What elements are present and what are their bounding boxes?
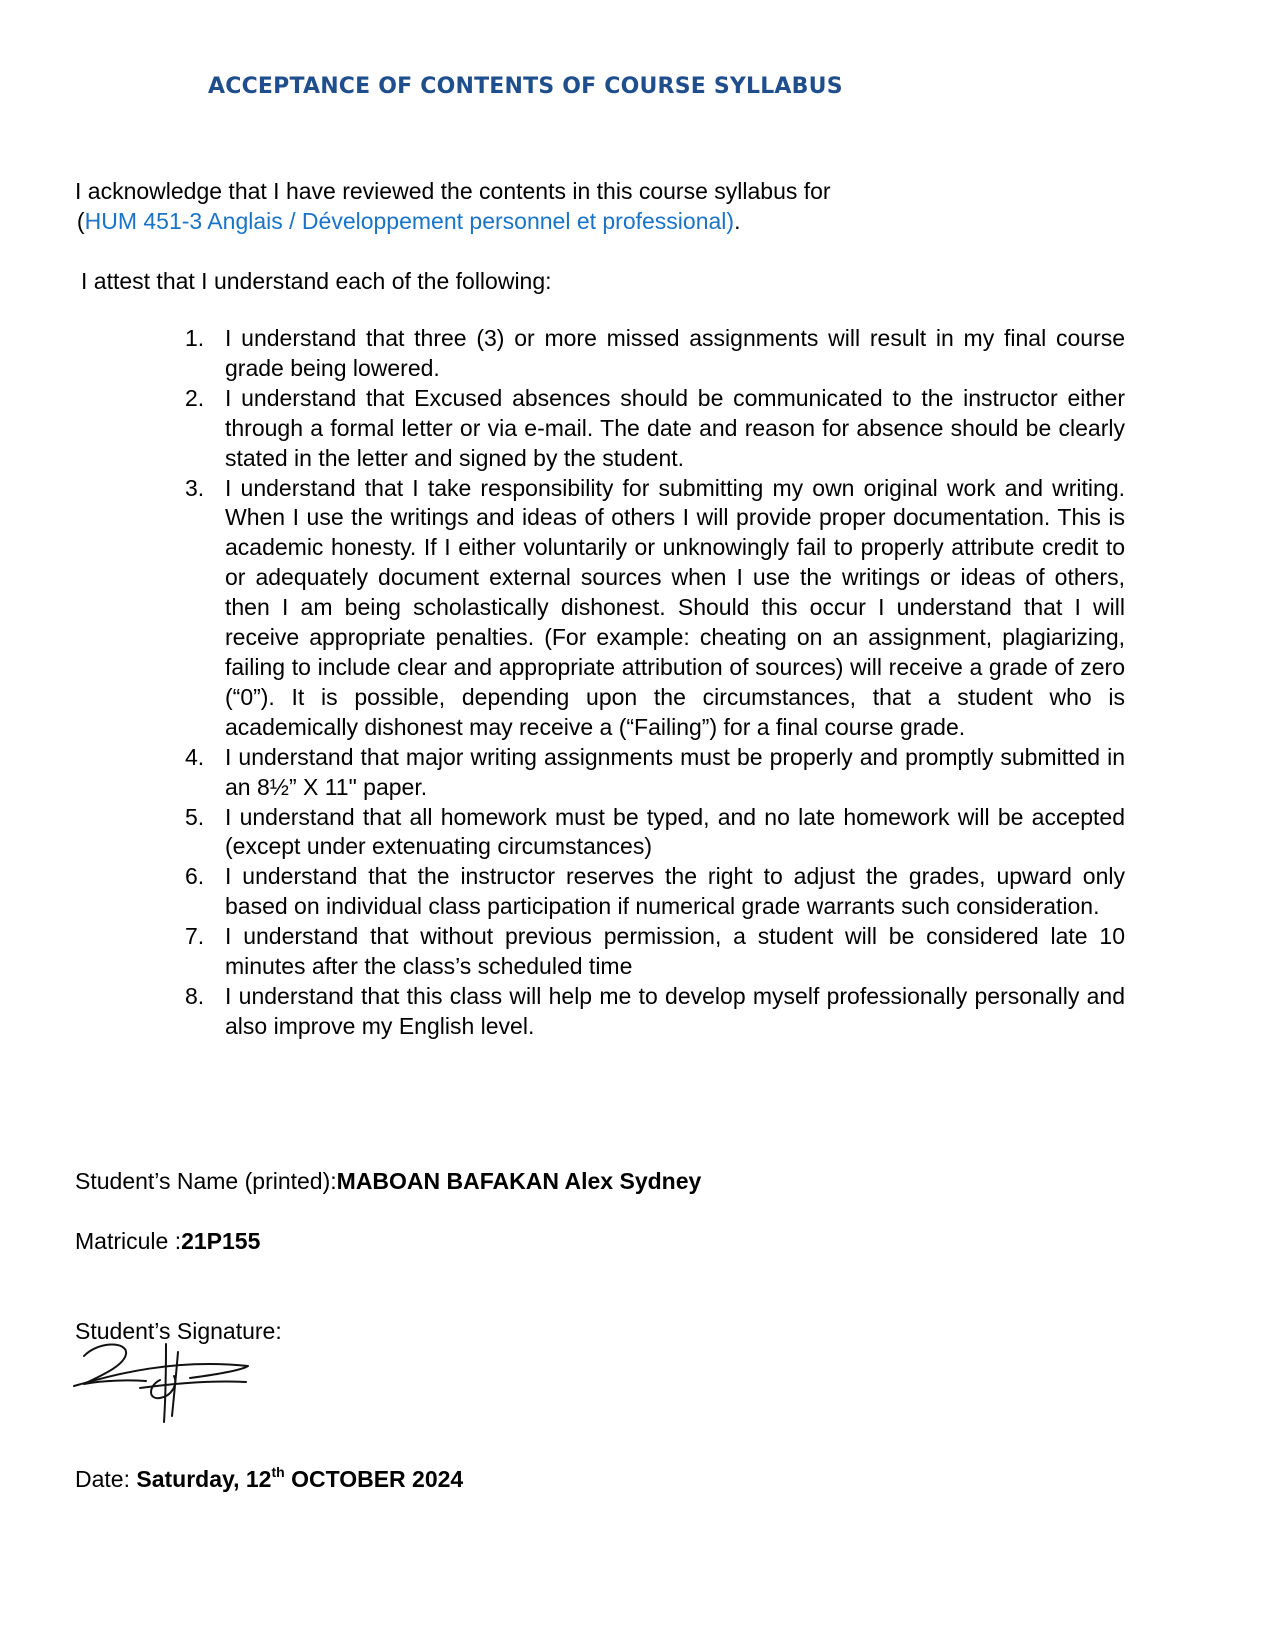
student-name-label: Student’s Name (printed):	[75, 1168, 337, 1194]
course-name: HUM 451-3 Anglais / Développement personnel et professional)	[84, 208, 735, 234]
date-label: Date:	[75, 1466, 137, 1492]
item-number: 1.	[185, 325, 205, 351]
list-item	[180, 862, 1125, 922]
item-text: I understand that without previous permission, a student will be considered late 10 minutes after the class’s scheduled time	[225, 923, 1125, 980]
acknowledgement-paragraph	[75, 176, 831, 236]
list-item	[180, 922, 1125, 982]
item-text: I understand that Excused absences should be communicated to the instructor either through a formal letter or via e-mail. The date and reason for absence should be clearly stated in the letter and signed by the student.	[225, 384, 1125, 471]
item-number: 7.	[185, 923, 205, 950]
date-day: Saturday, 12	[136, 1466, 272, 1492]
list-item	[180, 982, 1125, 1042]
list-item	[180, 743, 1125, 803]
item-text: I understand that all homework must be typed, and no late homework will be accepted (except under extenuating circumstances)	[225, 803, 1125, 860]
item-number: 3.	[185, 474, 205, 501]
matricule-row	[75, 1226, 260, 1256]
list-item	[180, 474, 1125, 743]
date-suffix: th	[271, 1464, 285, 1480]
list-item	[180, 324, 1125, 384]
signature-image	[70, 1336, 260, 1426]
student-name-value: MABOAN BAFAKAN Alex Sydney	[336, 1168, 702, 1194]
item-text: I understand that major writing assignments must be properly and promptly submitted in an 8½” X 11" paper.	[225, 743, 1125, 800]
course-line	[75, 206, 831, 236]
document-title: ACCEPTANCE OF CONTENTS OF COURSE SYLLABUS	[208, 74, 843, 99]
item-number: 5.	[185, 803, 205, 830]
date-row	[75, 1457, 463, 1494]
list-item	[180, 384, 1125, 474]
terms-list	[180, 324, 1125, 1042]
item-number: 4.	[185, 743, 205, 770]
item-text: I understand that three (3) or more missed assignments will result in my final course grade being lowered.	[225, 325, 1125, 381]
item-text: I understand that the instructor reserves the right to adjust the grades, upward only based on individual class participation if numerical grade warrants such consideration.	[225, 863, 1125, 920]
list-item	[180, 803, 1125, 863]
item-text: I understand that I take responsibility for submitting my own original work and writing. When I use the writings and ideas of others I will provide proper documentation. This is academic honesty. If I either voluntarily or unknowingly fail to properly attribute credit to or adequately document external sources when I use the writings or ideas of others, then I am being scholastically dishonest. Should this occur I understand that I will receive appropriate penalties. (For example: cheating on an assignment, plagiarizing, failing to include clear and appropriate attribution of sources) will receive a grade of zero (“0”). It is possible, depending upon the circumstances, that a student who is academically dishonest may receive a (“Failing”) for a final course grade.	[225, 474, 1125, 740]
item-text: I understand that this class will help me to develop myself professionally personally and also improve my English level.	[225, 982, 1125, 1039]
acknowledgement-line: I acknowledge that I have reviewed the contents in this course syllabus for	[75, 178, 831, 204]
item-number: 8.	[185, 982, 205, 1009]
item-number: 2.	[185, 384, 205, 411]
item-number: 6.	[185, 863, 205, 890]
date-value	[136, 1466, 463, 1492]
open-paren: (	[76, 208, 85, 234]
signature-label: Student’s Signature:	[75, 1318, 282, 1344]
student-name-row	[75, 1166, 701, 1196]
matricule-label: Matricule :	[75, 1228, 182, 1254]
period: .	[734, 208, 741, 234]
date-rest: OCTOBER 2024	[284, 1466, 464, 1492]
attest-intro: I attest that I understand each of the following:	[81, 268, 552, 294]
matricule-value: 21P155	[181, 1228, 261, 1254]
